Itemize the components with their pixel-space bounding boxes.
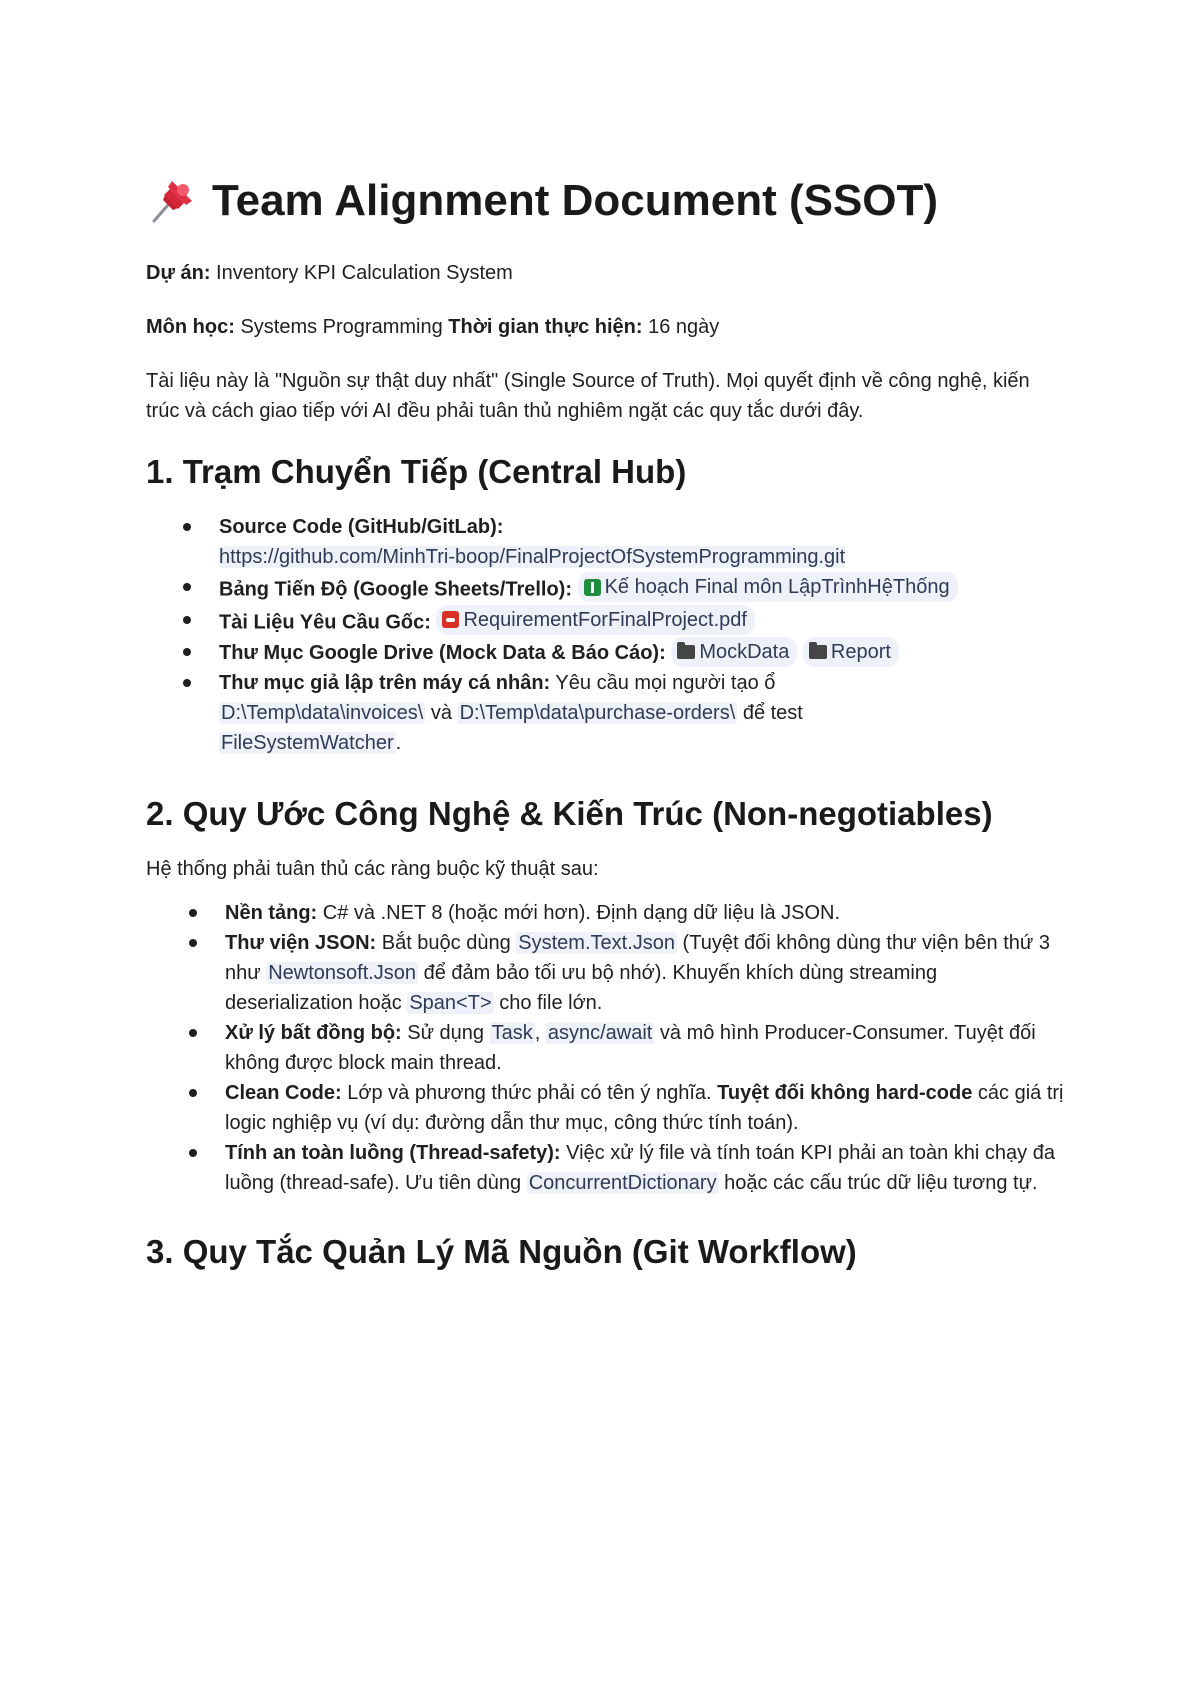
async-text: Sử dụng <box>401 1022 490 1044</box>
github-link[interactable]: https://github.com/MinhTri-boop/FinalProjectOfSystemProgramming.git <box>219 546 846 568</box>
list-item <box>146 1018 1066 1078</box>
title-text: Team Alignment Document (SSOT) <box>212 176 939 225</box>
newtonsoft-code: Newtonsoft.Json <box>268 962 417 984</box>
mockdata-chip-label: MockData <box>699 641 790 663</box>
system-text-json-code: System.Text.Json <box>518 932 675 954</box>
local-text: Yêu cầu mọi người tạo ổ <box>550 672 776 694</box>
list-item <box>146 572 1066 605</box>
async-text: và mô hình Producer-Consumer. Tuyệt đối không được block main thread. <box>225 1022 1036 1074</box>
report-folder-chip[interactable] <box>803 637 899 667</box>
course-label: Môn học: <box>146 316 235 338</box>
filesystemwatcher-code: FileSystemWatcher <box>221 732 394 754</box>
folder-icon <box>809 645 827 659</box>
list-item <box>146 637 1066 668</box>
concurrent-dictionary-code: ConcurrentDictionary <box>528 1172 717 1194</box>
list-item <box>146 512 1066 572</box>
platform-text: C# và .NET 8 (hoặc mới hơn). Định dạng dữ liệu là JSON. <box>317 902 841 924</box>
json-text: Bắt buộc dùng <box>376 932 517 954</box>
clean-text: các giá trị logic nghiệp vụ (ví dụ: đường dẫn thư mục, công thức tính toán). <box>225 1082 1064 1134</box>
document-title <box>146 172 1066 230</box>
json-text: cho file lớn. <box>493 992 603 1014</box>
section2-intro: Hệ thống phải tuân thủ các ràng buộc kỹ thuật sau: <box>146 858 599 880</box>
bullet <box>189 909 197 917</box>
bullet <box>189 1149 197 1157</box>
pdf-icon <box>442 611 459 628</box>
purchase-orders-path: D:\Temp\data\purchase-orders\ <box>459 702 736 724</box>
task-code: Task <box>491 1022 533 1044</box>
pdf-chip-label: RequirementForFinalProject.pdf <box>463 608 747 631</box>
async-label: Xử lý bất đồng bộ: <box>225 1022 402 1044</box>
list-item <box>146 668 1066 758</box>
folder-icon <box>677 645 695 659</box>
section1-heading: 1. Trạm Chuyển Tiếp (Central Hub) <box>146 453 687 490</box>
central-hub-list <box>146 512 1066 758</box>
bullet <box>189 939 197 947</box>
thread-text: Việc xử lý file và tính toán KPI phải an toàn khi chạy đa luồng (thread-safe). Ưu tiên dùng <box>225 1142 1055 1194</box>
list-item <box>146 1138 1066 1198</box>
bullet <box>183 583 191 591</box>
bullet <box>189 1029 197 1037</box>
span-code: Span<T> <box>409 992 492 1014</box>
sheets-chip[interactable] <box>578 572 958 602</box>
google-sheets-icon <box>584 579 601 596</box>
bullet <box>189 1089 197 1097</box>
platform-label: Nền tảng: <box>225 902 318 924</box>
clean-text: Lớp và phương thức phải có tên ý nghĩa. <box>341 1082 718 1104</box>
sheets-chip-label: Kế hoạch Final môn LậpTrìnhHệThống <box>604 576 950 598</box>
local-text: và <box>425 702 458 724</box>
mockdata-folder-chip[interactable] <box>671 637 797 667</box>
project-line <box>146 258 1066 288</box>
section3-heading: 3. Quy Tắc Quản Lý Mã Nguồn (Git Workflow) <box>146 1233 857 1270</box>
local-text: . <box>395 732 402 754</box>
course-line <box>146 312 1066 342</box>
intro-paragraph: Tài liệu này là "Nguồn sự thật duy nhất" (Single Source of Truth). Mọi quyết định về công nghệ, kiến trúc và cách giao tiếp với AI đều phải tuân thủ nghiêm ngặt các quy tắc dưới đây. <box>146 370 1030 422</box>
list-item <box>146 928 1066 1018</box>
list-item <box>146 1078 1066 1138</box>
project-value: Inventory KPI Calculation System <box>216 262 513 284</box>
tech-conventions-list <box>146 898 1066 1198</box>
section2-heading: 2. Quy Ước Công Nghệ & Kiến Trúc (Non-negotiables) <box>146 795 993 832</box>
source-code-label: Source Code (GitHub/GitLab): <box>219 516 504 538</box>
invoices-path: D:\Temp\data\invoices\ <box>221 702 424 724</box>
bullet <box>183 523 191 531</box>
bullet <box>183 648 191 656</box>
project-label: Dự án: <box>146 262 211 284</box>
bullet <box>183 679 191 687</box>
progress-label: Bảng Tiến Độ (Google Sheets/Trello): <box>219 578 572 601</box>
course-value: Systems Programming <box>240 316 443 338</box>
drive-label: Thư Mục Google Drive (Mock Data & Báo Cáo): <box>219 642 666 664</box>
bullet <box>183 616 191 624</box>
async-await-code: async/await <box>547 1022 653 1044</box>
list-item <box>146 605 1066 638</box>
pushpin-icon <box>146 175 198 227</box>
requirements-label: Tài Liệu Yêu Cầu Gốc: <box>219 611 431 633</box>
json-text: (Tuyệt đối không dùng thư viện bên thứ 3 như <box>225 932 1050 984</box>
json-label: Thư viện JSON: <box>225 932 377 954</box>
json-text: để đảm bảo tối ưu bộ nhớ). Khuyến khích dùng streaming deserialization hoặc <box>225 962 938 1014</box>
duration-value: 16 ngày <box>648 316 720 338</box>
local-text: để test <box>737 702 803 724</box>
no-hardcode-emphasis: Tuyệt đối không hard-code <box>717 1082 973 1104</box>
duration-label: Thời gian thực hiện: <box>448 316 643 338</box>
thread-safety-label: Tính an toàn luồng (Thread-safety): <box>225 1142 561 1164</box>
local-folder-label: Thư mục giả lập trên máy cá nhân: <box>219 672 551 694</box>
pdf-chip[interactable] <box>436 605 754 635</box>
document-page <box>146 172 1066 1292</box>
async-text: , <box>534 1022 546 1044</box>
report-chip-label: Report <box>830 641 891 663</box>
thread-text: hoặc các cấu trúc dữ liệu tương tự. <box>718 1172 1038 1194</box>
list-item <box>146 898 1066 928</box>
clean-code-label: Clean Code: <box>225 1082 342 1104</box>
